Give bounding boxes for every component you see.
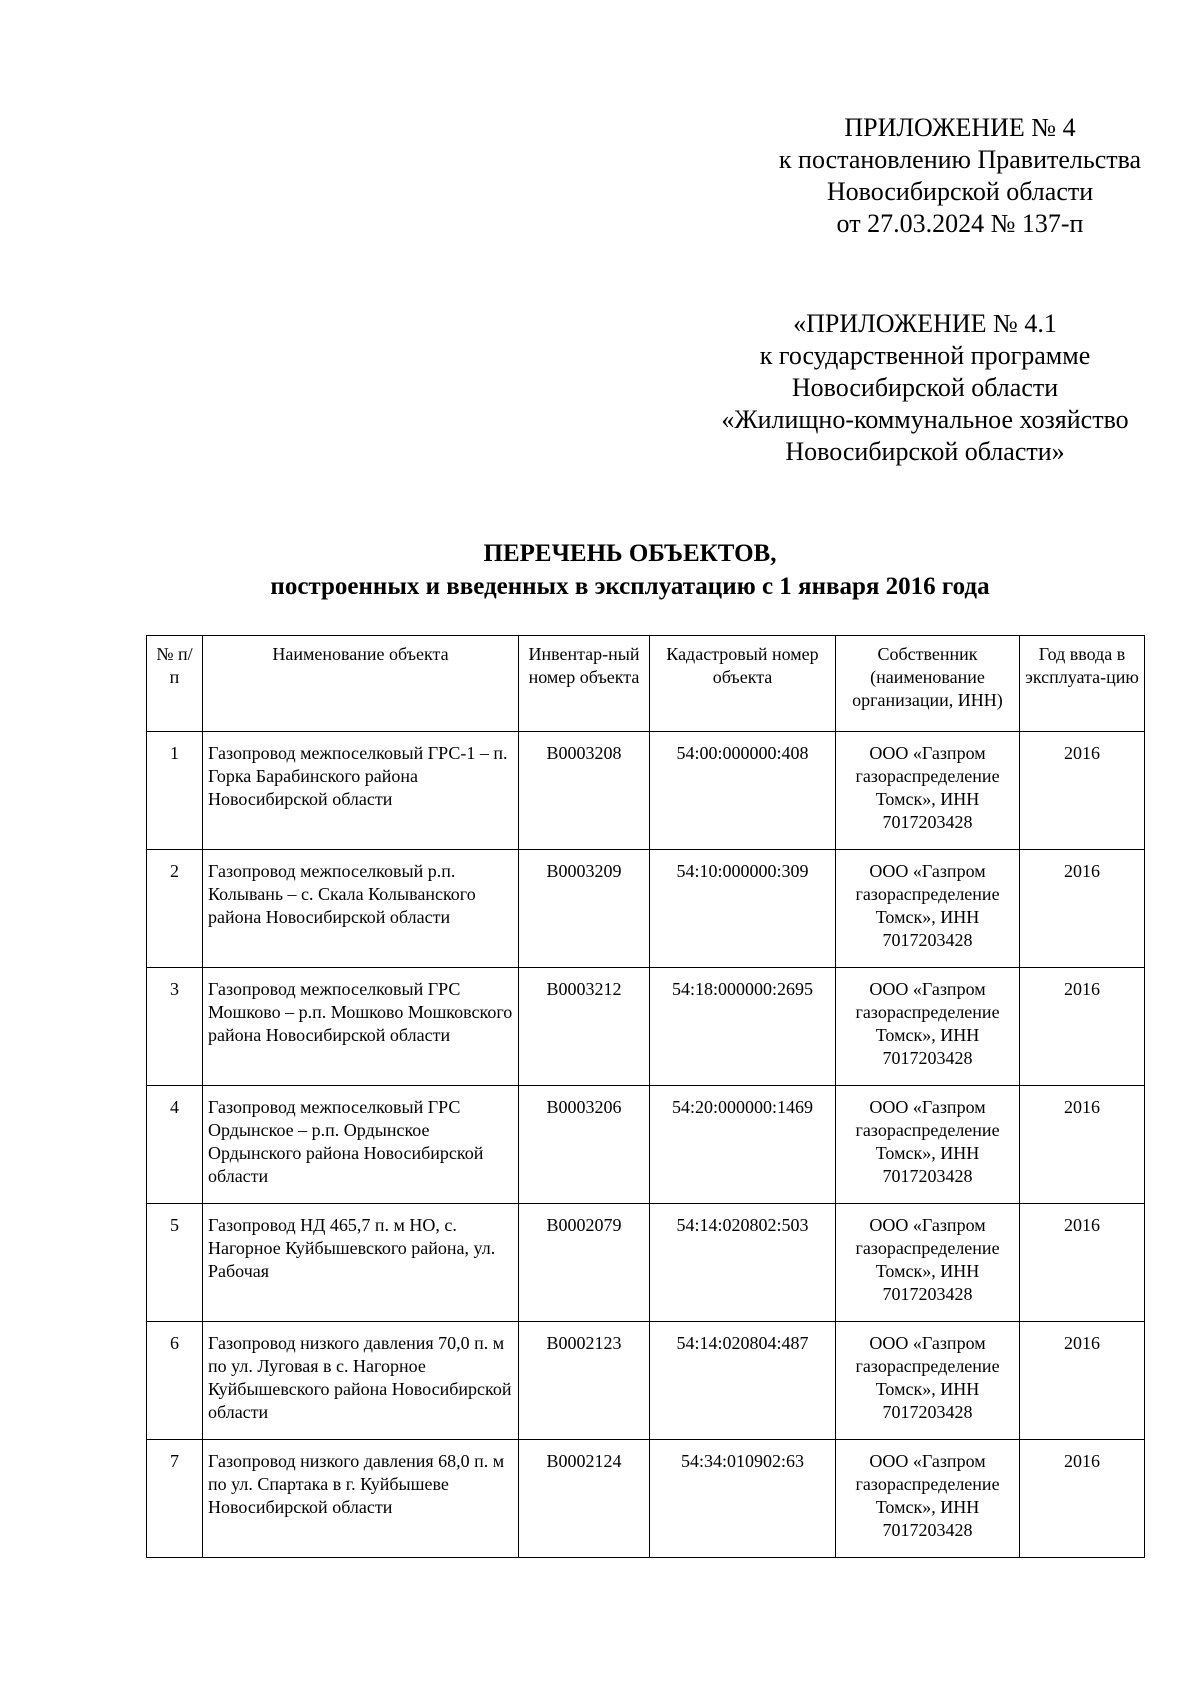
table-row [147,732,1145,850]
header-inventory-number: Инвентар-ный номер объекта [519,636,650,732]
cadastral-number: 54:20:000000:1469 [650,1086,836,1204]
commission-year: 2016 [1020,1204,1145,1322]
cadastral-number: 54:10:000000:309 [650,850,836,968]
object-name: Газопровод низкого давления 70,0 п. м по ул. Луговая в с. Нагорное Куйбышевского района Новосибирской области [203,1322,519,1440]
row-number: 2 [147,850,203,968]
cadastral-number: 54:34:010902:63 [650,1440,836,1558]
inventory-number: B0002079 [519,1204,650,1322]
object-name: Газопровод межпоселковый р.п. Колывань – с. Скала Колыванского района Новосибирской области [203,850,519,968]
owner: ООО «Газпром газораспределение Томск», ИНН 7017203428 [836,732,1020,850]
owner: ООО «Газпром газораспределение Томск», ИНН 7017203428 [836,968,1020,1086]
header-owner: Собственник (наименование организации, ИНН) [836,636,1020,732]
table-row [147,1086,1145,1204]
row-number: 5 [147,1204,203,1322]
row-number: 1 [147,732,203,850]
title-subline: построенных и введенных в эксплуатацию с 1 января 2016 года [270,573,990,600]
object-name: Газопровод низкого давления 68,0 п. м по ул. Спартака в г. Куйбышеве Новосибирской области [203,1440,519,1558]
inventory-number: B0003209 [519,850,650,968]
table-header-row [147,636,1145,732]
appendix-line: к постановлению Правительства [778,145,1142,174]
cadastral-number: 54:14:020804:487 [650,1322,836,1440]
table-row [147,1204,1145,1322]
owner: ООО «Газпром газораспределение Томск», ИНН 7017203428 [836,850,1020,968]
title-line: ПЕРЕЧЕНЬ ОБЪЕКТОВ, [483,540,777,567]
commission-year: 2016 [1020,850,1145,968]
table-row [147,1440,1145,1558]
object-name: Газопровод межпоселковый ГРС Мошково – р.п. Мошково Мошковского района Новосибирской области [203,968,519,1086]
object-name: Газопровод межпоселковый ГРС Ордынское – р.п. Ордынское Ордынского района Новосибирской области [203,1086,519,1204]
inventory-number: B0003206 [519,1086,650,1204]
program-appendix-line: «Жилищно-коммунальное хозяйство [721,405,1129,434]
row-number: 3 [147,968,203,1086]
appendix-line: Новосибирской области [826,177,1094,206]
owner: ООО «Газпром газораспределение Томск», ИНН 7017203428 [836,1322,1020,1440]
commission-year: 2016 [1020,732,1145,850]
appendix-line: ПРИЛОЖЕНИЕ № 4 [844,113,1076,142]
table-row [147,850,1145,968]
owner: ООО «Газпром газораспределение Томск», ИНН 7017203428 [836,1440,1020,1558]
header-year: Год ввода в эксплуата-цию [1020,636,1145,732]
table-row [147,968,1145,1086]
inventory-number: B0003208 [519,732,650,850]
table-row [147,1322,1145,1440]
program-appendix-line: Новосибирской области [791,373,1059,402]
cadastral-number: 54:18:000000:2695 [650,968,836,1086]
appendix-header [740,112,1180,240]
inventory-number: B0002124 [519,1440,650,1558]
header-object-name: Наименование объекта [203,636,519,732]
program-appendix-line: «ПРИЛОЖЕНИЕ № 4.1 [793,309,1057,338]
object-name: Газопровод НД 465,7 п. м НО, с. Нагорное Куйбышевского района, ул. Рабочая [203,1204,519,1322]
row-number: 4 [147,1086,203,1204]
commission-year: 2016 [1020,1322,1145,1440]
cadastral-number: 54:00:000000:408 [650,732,836,850]
row-number: 7 [147,1440,203,1558]
header-number: № п/п [147,636,203,732]
cadastral-number: 54:14:020802:503 [650,1204,836,1322]
appendix-line: от 27.03.2024 № 137-п [836,209,1084,238]
objects-table [146,635,1145,1558]
owner: ООО «Газпром газораспределение Томск», ИНН 7017203428 [836,1204,1020,1322]
object-name: Газопровод межпоселковый ГРС-1 – п. Горка Барабинского района Новосибирской области [203,732,519,850]
program-appendix-line: Новосибирской области» [785,437,1065,466]
inventory-number: B0003212 [519,968,650,1086]
header-cadastral-number: Кадастровый номер объекта [650,636,836,732]
commission-year: 2016 [1020,968,1145,1086]
document-title [130,537,1130,603]
table-body [147,732,1145,1558]
commission-year: 2016 [1020,1086,1145,1204]
inventory-number: B0002123 [519,1322,650,1440]
commission-year: 2016 [1020,1440,1145,1558]
program-appendix-header [690,308,1160,468]
program-appendix-line: к государственной программе [759,341,1091,370]
row-number: 6 [147,1322,203,1440]
owner: ООО «Газпром газораспределение Томск», ИНН 7017203428 [836,1086,1020,1204]
